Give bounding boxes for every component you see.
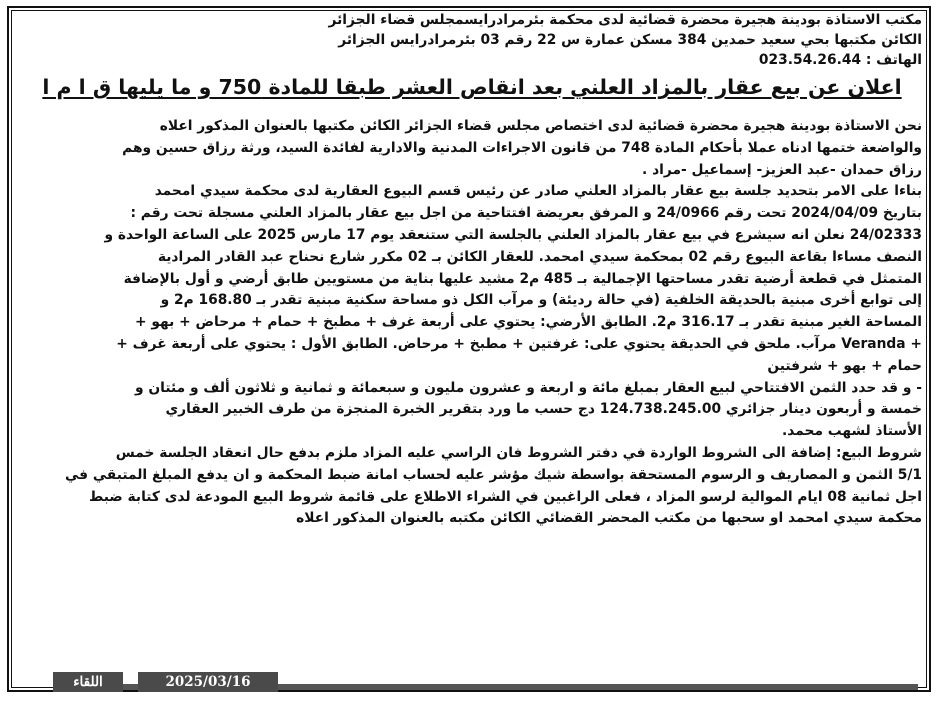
title-text: اعلان عن بيع عقار بالمزاد العلني بعد انقاص العشر طبقا للمادة 750 و ما يليها ق ا م ا [42, 75, 902, 99]
body-line: حمام + بهو + شرفتين [767, 357, 922, 374]
body-line: 24/02333 نعلن انه سيشرع في بيع عقار بالمزاد العلني بالجلسة التي ستنعقد يوم 17 مارس 2025 على الساعة الواحدة و [104, 226, 922, 243]
footer-rule [228, 684, 918, 690]
announcement-page [22, 10, 922, 530]
office-header [22, 10, 922, 70]
body-line: محكمة سيدي امحمد او سحبها من مكتب المحضر القضائي الكائن مكتبه بالعنوان المذكور اعلاه [296, 510, 922, 527]
body-line: خمسة و أربعون دينار جزائري 124.738.245.00 دج حسب ما ورد بتقرير الخبرة المنجزة من طرف الخبير العقاري [165, 401, 922, 418]
announcement-body [22, 116, 922, 530]
body-line: بناءا على الامر بتحديد جلسة بيع عقار بالمزاد العلني صادر عن رئيس قسم البيوع العقارية لدى محكمة سيدي امحمد [154, 183, 922, 200]
footer [38, 672, 918, 692]
body-line: نحن الاستاذة بودينة هجيرة محضرة قضائية لدى اختصاص مجلس قضاء الجزائر الكائن مكتبها بالعنوان المذكور اعلاه [159, 118, 922, 134]
publication-date-badge: 2025/03/16 [138, 672, 278, 692]
body-line: والواضعة ختمها ادناه عملا بأحكام المادة 748 من قانون الاجراءات المدنية والادارية لفائدة السيد، ورثة رزاق حسين وهم [122, 139, 922, 156]
office-name: مكتب الاستاذة بودينة هجيرة محضرة قضائية لدى محكمة بئرمرادرايسمجلس قضاء الجزائر [328, 12, 922, 28]
body-line: المساحة الغير مبنية تقدر بـ 316.17 م2. الطابق الأرضي: يحتوي على أربعة غرف + مطبخ + حمام + مرحاض + بهو + [134, 314, 922, 331]
office-address: الكائن مكتبها بحي سعيد حمدين 384 مسكن عمارة س 22 رقم 03 بئرمرادرايس الجزائر [338, 32, 922, 48]
office-phone-line [22, 50, 922, 70]
phone-number: 023.54.26.44 [758, 52, 862, 68]
body-line: بتاريخ 2024/04/09 تحت رقم 24/0966 و المرفق بعريضة افتتاحية من اجل بيع عقار بالمزاد العلني مسجلة تحت رقم : [130, 205, 922, 222]
body-line: شروط البيع: إضافة الى الشروط الواردة في دفتر الشروط فان الراسي عليه المزاد ملزم بدفع حال انعقاد الجلسة خمس [115, 444, 922, 461]
body-line: النصف مساءا بقاعة البيوع رقم 02 بمحكمة سيدي امحمد. للعقار الكائن بـ 02 مكرر شارع نحناح عبد القادر المرادية [157, 248, 922, 265]
body-line: اجل ثمانية 08 ايام الموالية لرسو المزاد ، فعلى الراغبين في الشراء الاطلاع على قائمة شروط البيع المودعة لدى كتابة ضبط [89, 488, 922, 505]
announcement-title [22, 72, 922, 102]
body-line: 5/1 الثمن و المصاريف و الرسوم المستحقة بواسطة شيك مؤشر عليه لحساب امانة ضبط المحكمة و ان يدفع المبلغ المتبقي في [65, 466, 922, 483]
footer-separator [123, 684, 138, 690]
body-line: الأستاذ لشهب محمد. [782, 423, 922, 440]
body-line: رزاق حمدان -عبد العزيز- إسماعيل -مراد . [642, 161, 922, 178]
body-line: + Veranda مرآب. ملحق في الحديقة يحتوي على: غرفتين + مطبخ + مرحاض. الطابق الأول : يحتوي على أربعة غرف + [116, 335, 922, 352]
body-line: إلى توابع أخرى مبنية بالحديقة الخلفية (في حالة رديئة) و مرآب الكل ذو مساحة سكنية مبنية تقدر بـ 168.80 م2 و [160, 292, 922, 309]
body-line: - و قد حدد الثمن الافتتاحي لبيع العقار بمبلغ مائة و اربعة و عشرون مليون و سبعمائة و ثمانية و ثلاثون ألف و مئتان و [135, 379, 922, 396]
newspaper-name-badge: اللقاء [53, 672, 123, 692]
phone-label: الهاتف : [865, 52, 922, 68]
body-line: المتمثل في قطعة أرضية تقدر مساحتها الإجمالية بـ 485 م2 مشيد عليها بناية من مستويين طابق أرضي و أول بالإضافة [123, 270, 922, 287]
